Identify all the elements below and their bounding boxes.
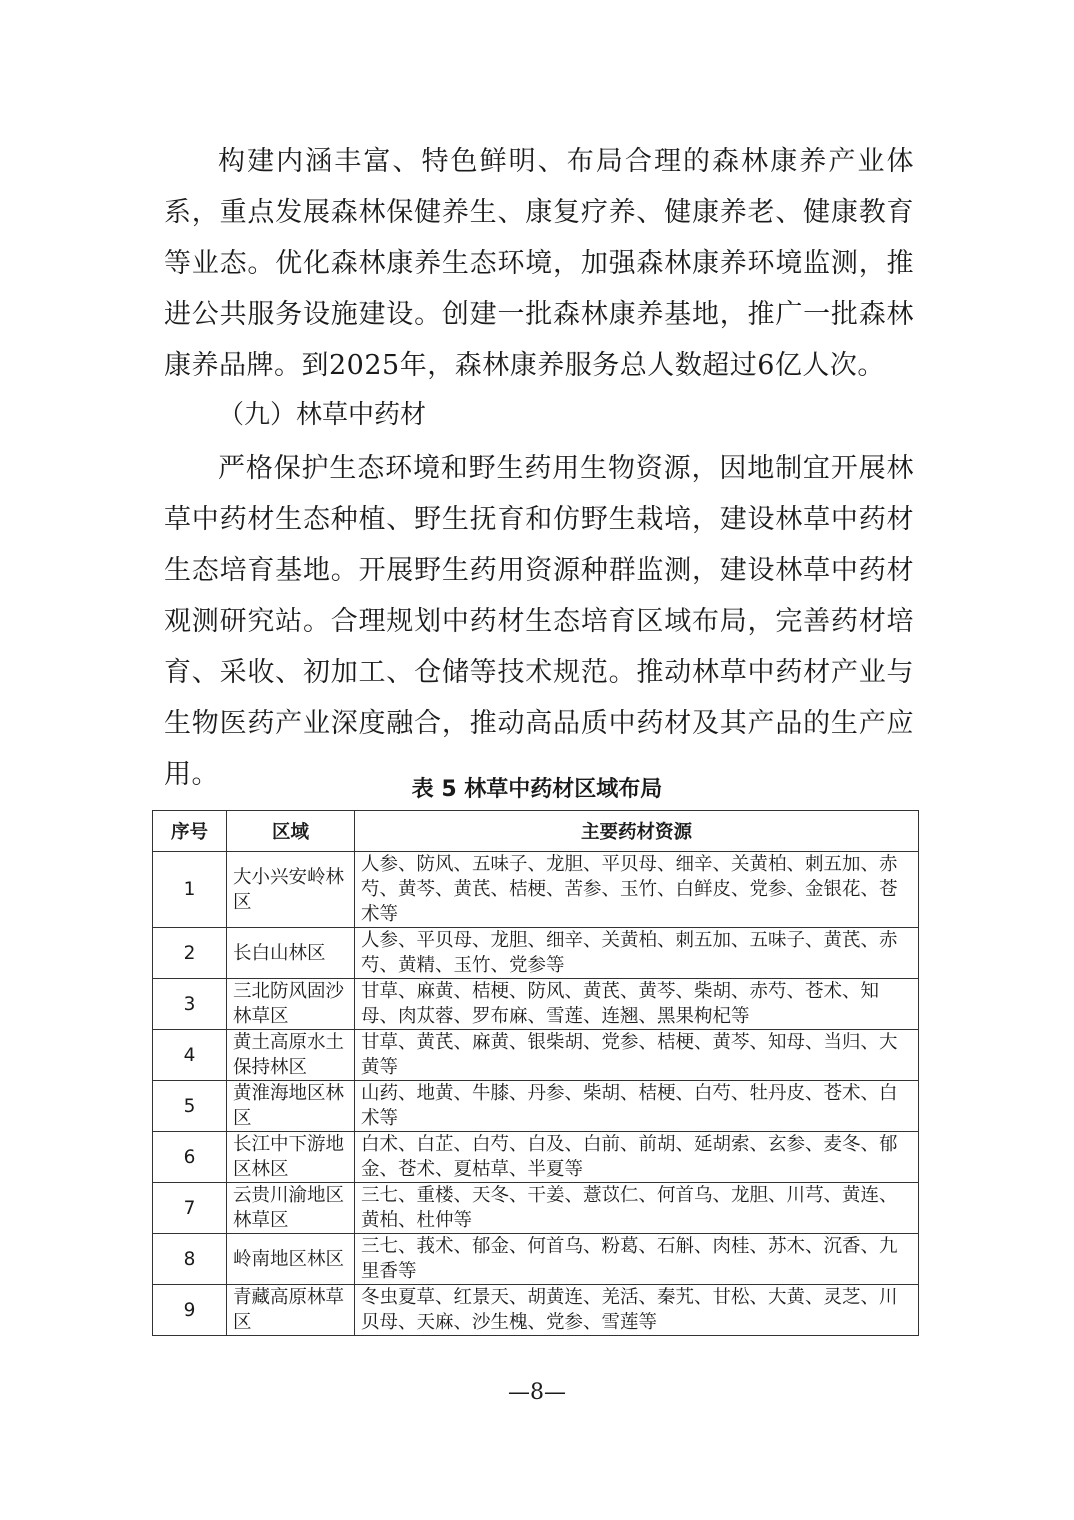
- row-number: 8: [153, 1234, 227, 1285]
- row-number: 7: [153, 1183, 227, 1234]
- row-region: 黄土高原水土保持林区: [227, 1030, 355, 1081]
- paragraph-text: 构建内涵丰富、特色鲜明、布局合理的森林康养产业体系，重点发展森林保健养生、康复疗养、健康养老、健康教育等业态。优化森林康养生态环境，加强森林康养环境监测，推进公共服务设施建设。创建一批森林康养基地，推广一批森林康养品牌。到2025年，森林康养服务总人数超过6亿人次。: [164, 146, 914, 381]
- row-region: 青藏高原林草区: [227, 1285, 355, 1336]
- row-resources: 人参、防风、五味子、龙胆、平贝母、细辛、关黄柏、刺五加、赤芍、黄芩、黄芪、桔梗、苦参、玉竹、白鲜皮、党参、金银花、苍术等: [355, 852, 919, 928]
- table-row: [153, 928, 919, 979]
- table-row: [153, 1132, 919, 1183]
- row-number: 6: [153, 1132, 227, 1183]
- row-region: 岭南地区林区: [227, 1234, 355, 1285]
- table-title: 表 5 林草中药材区域布局: [411, 777, 663, 802]
- paragraph-text: 严格保护生态环境和野生药用生物资源，因地制宜开展林草中药材生态种植、野生抚育和仿野生栽培，建设林草中药材生态培育基地。开展野生药用资源种群监测，建设林草中药材观测研究站。合理规划中药材生态培育区域布局，完善药材培育、采收、初加工、仓储等技术规范。推动林草中药材产业与生物医药产业深度融合，推动高品质中药材及其产品的生产应用。: [164, 453, 914, 790]
- section-heading: （九）林草中药材: [218, 400, 427, 430]
- header-resources: 主要药材资源: [355, 811, 919, 852]
- row-resources: 三七、莪术、郁金、何首乌、粉葛、石斛、肉桂、苏木、沉香、九里香等: [355, 1234, 919, 1285]
- row-number: 2: [153, 928, 227, 979]
- row-region: 黄淮海地区林区: [227, 1081, 355, 1132]
- page-number: —8—: [508, 1380, 566, 1405]
- row-region: 三北防风固沙林草区: [227, 979, 355, 1030]
- table-row: [153, 979, 919, 1030]
- row-number: 3: [153, 979, 227, 1030]
- row-resources: 甘草、麻黄、桔梗、防风、黄芪、黄芩、柴胡、赤芍、苍术、知母、肉苁蓉、罗布麻、雪莲、连翘、黑果枸杞等: [355, 979, 919, 1030]
- row-number: 1: [153, 852, 227, 928]
- table-row: [153, 1030, 919, 1081]
- row-number: 4: [153, 1030, 227, 1081]
- row-region: 云贵川渝地区林草区: [227, 1183, 355, 1234]
- row-region: 大小兴安岭林区: [227, 852, 355, 928]
- paragraph-herbal-medicine: [164, 443, 914, 800]
- row-number: 9: [153, 1285, 227, 1336]
- herb-distribution-table: [152, 810, 919, 1336]
- row-region: 长江中下游地区林区: [227, 1132, 355, 1183]
- row-resources: 白术、白芷、白芍、白及、白前、前胡、延胡索、玄参、麦冬、郁金、苍术、夏枯草、半夏等: [355, 1132, 919, 1183]
- table-row: [153, 1285, 919, 1336]
- row-number: 5: [153, 1081, 227, 1132]
- row-resources: 人参、平贝母、龙胆、细辛、关黄柏、刺五加、五味子、黄芪、赤芍、黄精、玉竹、党参等: [355, 928, 919, 979]
- row-resources: 三七、重楼、天冬、干姜、薏苡仁、何首乌、龙胆、川芎、黄连、黄柏、杜仲等: [355, 1183, 919, 1234]
- header-number: 序号: [153, 811, 227, 852]
- table-row: [153, 1081, 919, 1132]
- paragraph-forest-wellness: [164, 136, 914, 391]
- row-resources: 冬虫夏草、红景天、胡黄连、羌活、秦艽、甘松、大黄、灵芝、川贝母、天麻、沙生槐、党参、雪莲等: [355, 1285, 919, 1336]
- table-header-row: [153, 811, 919, 852]
- table-row: [153, 1183, 919, 1234]
- row-resources: 甘草、黄芪、麻黄、银柴胡、党参、桔梗、黄芩、知母、当归、大黄等: [355, 1030, 919, 1081]
- row-region: 长白山林区: [227, 928, 355, 979]
- header-region: 区域: [227, 811, 355, 852]
- row-resources: 山药、地黄、牛膝、丹参、柴胡、桔梗、白芍、牡丹皮、苍术、白术等: [355, 1081, 919, 1132]
- table-row: [153, 852, 919, 928]
- table-row: [153, 1234, 919, 1285]
